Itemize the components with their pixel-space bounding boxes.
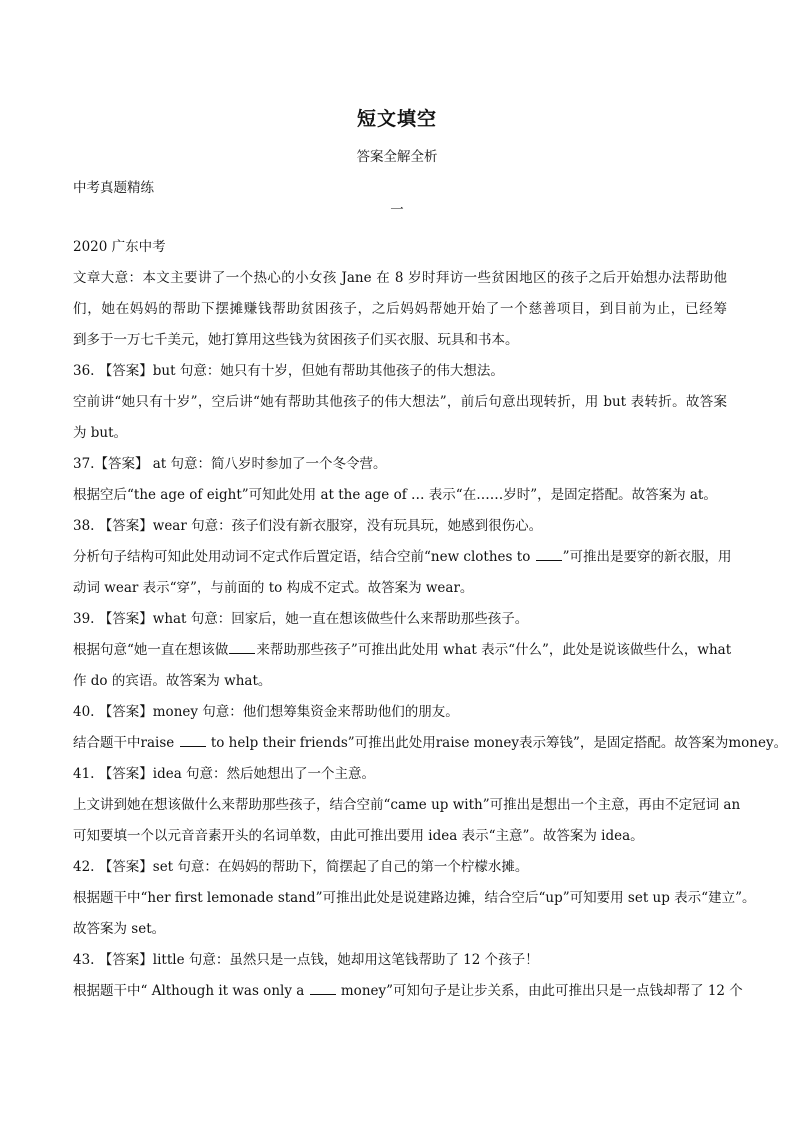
text-line: 41. 【答案】idea 句意：然后她想出了一个主意。 [73,766,376,782]
text-line: 39. 【答案】what 句意：回家后，她一直在想该做些什么来帮助那些孩子。 [73,611,529,627]
text-line: 们，她在妈妈的帮助下摆摊赚钱帮助贫困孩子，之后妈妈帮她开始了一个慈善项目，到目前为止，已经筹 [73,301,727,317]
text-line: 42. 【答案】set 句意：在妈妈的帮助下，简摆起了自己的第一个柠檬水摊。 [73,859,529,875]
text-segment: money”可知句子是让步关系，由此可推出只是一点钱却帮了 12 个 [336,983,743,999]
fill-blank [229,641,255,654]
fill-blank [180,734,206,747]
text-segment: 来帮助那些孩子”可推出此处用 what 表示“什么”，此处是说该做些什么，what [256,642,732,658]
text-line: 空前讲“她只有十岁”，空后讲“她有帮助其他孩子的伟大想法”，前后句意出现转折，用 but 表转折。故答案 [73,394,727,410]
page-subtitle: 答案全解全析 [356,149,438,165]
text-segment: to help their friends”可推出此处用raise money表示筹钱”，是固定搭配。故答案为money。 [206,735,788,751]
section-label: 中考真题精练 [73,180,154,196]
text-line: 根据题干中“her first lemonade stand”可推出此处是说建路边摊，结合空后“up”可知要用 set up 表示“建立”。 [73,890,756,906]
text-segment: 分析句子结构可知此处用动词不定式作后置定语，结合空前“new clothes to [73,549,535,565]
text-line: 38. 【答案】wear 句意：孩子们没有新衣服穿，没有玩具玩，她感到很伤心。 [73,518,543,534]
text-line [73,542,732,573]
text-line: 可知要填一个以元音音素开头的名词单数，由此可推出要用 idea 表示“主意”。故答案为 idea。 [73,828,644,844]
text-line: 43. 【答案】little 句意：虽然只是一点钱，她却用这笔钱帮助了 12 个孩子！ [73,952,539,968]
page-title: 短文填空 [356,108,437,130]
text-line: 到多于一万七千美元，她打算用这些钱为贫困孩子们买衣服、玩具和书本。 [73,332,519,348]
text-line: 文章大意：本文主要讲了一个热心的小女孩 Jane 在 8 岁时拜访一些贫困地区的孩子之后开始想办法帮助他 [73,270,727,286]
text-segment: 结合题干中raise [73,735,179,751]
text-line: 37.【答案】 at 句意：简八岁时参加了一个冬令营。 [73,456,387,472]
text-line: 上文讲到她在想该做什么来帮助那些孩子，结合空前“came up with”可推出是想出一个主意，再由不定冠词 an [73,797,741,813]
text-segment: 根据题干中“ Although it was only a [73,983,309,999]
text-segment: ”可推出是要穿的新衣服，用 [562,549,732,565]
text-line: 40. 【答案】money 句意：他们想筹集资金来帮助他们的朋友。 [73,704,459,720]
text-line: 动词 wear 表示“穿”，与前面的 to 构成不定式。故答案为 wear。 [73,580,474,596]
answer-body [73,232,788,1007]
text-line: 根据空后“the age of eight”可知此处用 at the age of … 表示“在……岁时”，是固定搭配。故答案为 at。 [73,487,717,503]
fill-blank [536,548,562,561]
text-line [73,635,732,666]
text-line: 作 do 的宾语。故答案为 what。 [73,673,272,689]
text-line [73,976,743,1007]
text-segment: 根据句意“她一直在想该做 [73,642,229,658]
text-line: 故答案为 set。 [73,921,166,937]
part-number: 一 [390,202,404,218]
text-line: 为 but。 [73,425,128,441]
text-line: 36. 【答案】but 句意：她只有十岁，但她有帮助其他孩子的伟大想法。 [73,363,504,379]
fill-blank [310,982,336,995]
text-line [73,728,788,759]
text-line: 2020 广东中考 [73,239,166,255]
